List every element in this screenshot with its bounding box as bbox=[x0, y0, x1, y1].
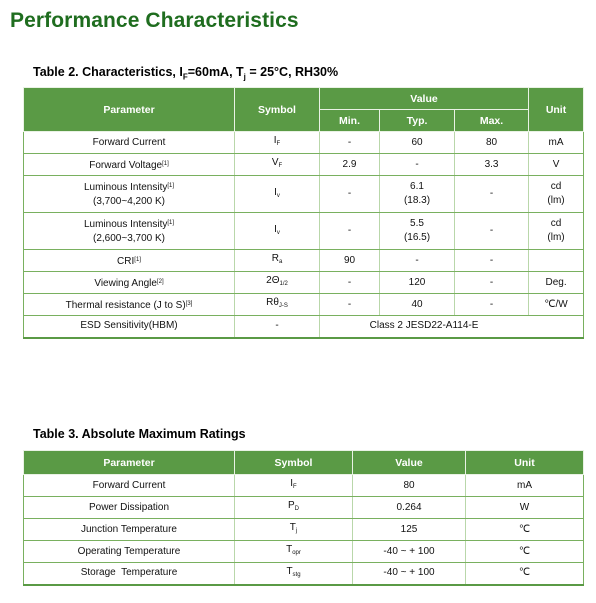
min-cell bbox=[320, 132, 380, 154]
typ-value-alt: (18.3) bbox=[403, 195, 431, 206]
unit-cell bbox=[529, 294, 584, 316]
table-row bbox=[24, 132, 584, 154]
table3-caption: Table 3. Absolute Maximum Ratings bbox=[33, 427, 246, 441]
parameter-cell bbox=[24, 497, 235, 519]
symbol-cell bbox=[235, 541, 353, 563]
header-max: Max. bbox=[455, 110, 529, 132]
characteristics-table bbox=[23, 87, 584, 339]
min-cell bbox=[320, 176, 380, 213]
typ-value: - bbox=[415, 158, 419, 170]
symbol: T bbox=[286, 565, 293, 577]
typ-cell bbox=[380, 213, 455, 250]
typ-value: 60 bbox=[411, 136, 423, 148]
caption-subscript: F bbox=[182, 72, 188, 82]
absolute-max-ratings-table bbox=[23, 450, 584, 586]
parameter-note: (2,600~3,700 K) bbox=[93, 233, 165, 244]
unit: W bbox=[519, 501, 530, 513]
table-row bbox=[24, 250, 584, 272]
parameter-cell bbox=[24, 272, 235, 294]
symbol-cell bbox=[235, 132, 320, 154]
symbol: R bbox=[271, 253, 279, 264]
symbol-cell bbox=[235, 475, 353, 497]
value-cell bbox=[353, 475, 466, 497]
table-row bbox=[24, 475, 584, 497]
footnote-ref: [1] bbox=[162, 160, 169, 167]
caption-text: Table 2. Characteristics, I bbox=[33, 65, 183, 79]
page-title: Performance Characteristics bbox=[10, 9, 299, 32]
footnote-ref: [1] bbox=[134, 256, 141, 263]
min-cell bbox=[320, 250, 380, 272]
parameter-cell bbox=[24, 316, 235, 338]
caption-text: = 25°C, RH30% bbox=[245, 65, 339, 79]
unit-cell bbox=[529, 132, 584, 154]
parameter-cell bbox=[24, 563, 235, 585]
parameter-note: (3,700~4,200 K) bbox=[93, 196, 165, 207]
unit-cell bbox=[529, 250, 584, 272]
symbol-cell bbox=[235, 213, 320, 250]
symbol-cell bbox=[235, 250, 320, 272]
header-value: Value bbox=[353, 451, 466, 475]
parameter-name: Forward Current bbox=[92, 479, 166, 491]
value-cell bbox=[353, 519, 466, 541]
symbol-subscript: F bbox=[276, 141, 281, 147]
max-value: 3.3 bbox=[484, 158, 499, 170]
table-row bbox=[24, 497, 584, 519]
parameter-cell bbox=[24, 154, 235, 176]
typ-cell bbox=[380, 154, 455, 176]
min-value: - bbox=[347, 225, 352, 236]
symbol: I bbox=[274, 186, 277, 198]
parameter-name: Forward Voltage bbox=[89, 159, 163, 171]
header-typ: Typ. bbox=[380, 110, 455, 132]
value: 0.264 bbox=[396, 501, 422, 513]
unit-cell bbox=[466, 519, 584, 541]
footnote-ref: [2] bbox=[156, 278, 164, 285]
typ-value: 5.5 bbox=[410, 218, 424, 229]
typ-value: 120 bbox=[408, 276, 426, 288]
value: -40 ~ + 100 bbox=[383, 545, 435, 557]
max-cell bbox=[455, 213, 529, 250]
max-cell bbox=[455, 272, 529, 294]
table-row bbox=[24, 316, 584, 338]
typ-value-alt: (16.5) bbox=[403, 232, 431, 243]
caption-text: =60mA, T bbox=[187, 65, 244, 79]
max-value: - bbox=[489, 225, 494, 236]
symbol-subscript: 1/2 bbox=[279, 281, 288, 287]
symbol: T bbox=[289, 522, 296, 533]
symbol-subscript: v bbox=[276, 192, 280, 199]
typ-cell bbox=[380, 294, 455, 316]
parameter-cell bbox=[24, 132, 235, 154]
table2-caption bbox=[33, 65, 338, 82]
typ-value: - bbox=[415, 254, 419, 266]
header-min: Min. bbox=[320, 110, 380, 132]
header-parameter: Parameter bbox=[24, 88, 235, 132]
symbol-cell bbox=[235, 294, 320, 316]
symbol-cell bbox=[235, 519, 353, 541]
typ-cell bbox=[380, 176, 455, 213]
unit: Deg. bbox=[545, 276, 567, 288]
header-value: Value bbox=[320, 88, 529, 110]
parameter-cell bbox=[24, 250, 235, 272]
symbol-subscript: D bbox=[294, 506, 299, 512]
typ-value: 6.1 bbox=[410, 181, 424, 192]
parameter-cell bbox=[24, 541, 235, 563]
symbol: Rθ bbox=[266, 297, 279, 308]
symbol-subscript: a bbox=[278, 259, 283, 265]
caption-subscript: j bbox=[243, 72, 246, 82]
symbol-subscript: stg bbox=[292, 571, 301, 578]
parameter-name: Forward Current bbox=[92, 136, 166, 148]
table-row bbox=[24, 176, 584, 213]
max-cell bbox=[455, 294, 529, 316]
min-cell bbox=[320, 154, 380, 176]
min-value: - bbox=[347, 136, 352, 148]
parameter-name: Thermal resistance (J to S) bbox=[65, 299, 186, 311]
unit: ℃/W bbox=[544, 298, 568, 310]
max-cell bbox=[455, 176, 529, 213]
symbol-subscript: v bbox=[276, 229, 280, 236]
value-cell bbox=[320, 316, 584, 338]
table-row bbox=[24, 213, 584, 250]
min-value: 2.9 bbox=[342, 158, 357, 170]
unit: ℃ bbox=[518, 545, 531, 557]
parameter-cell bbox=[24, 294, 235, 316]
symbol-cell bbox=[235, 176, 320, 213]
symbol-subscript: opr bbox=[292, 550, 301, 556]
min-cell bbox=[320, 294, 380, 316]
table-row bbox=[24, 519, 584, 541]
value: 80 bbox=[403, 479, 415, 491]
symbol-cell bbox=[235, 272, 320, 294]
symbol: I bbox=[274, 223, 277, 235]
unit-cell bbox=[529, 154, 584, 176]
unit-cell bbox=[466, 541, 584, 563]
unit-cell bbox=[466, 475, 584, 497]
unit: ℃ bbox=[518, 523, 531, 535]
max-value: - bbox=[489, 254, 494, 266]
symbol-cell bbox=[235, 154, 320, 176]
parameter-name: Storage Temperature bbox=[80, 567, 178, 579]
symbol-subscript: j bbox=[295, 528, 298, 534]
max-value: - bbox=[489, 298, 494, 310]
min-value: 90 bbox=[343, 254, 356, 266]
unit-cell bbox=[529, 272, 584, 294]
typ-cell bbox=[380, 250, 455, 272]
min-cell bbox=[320, 213, 380, 250]
table-row bbox=[24, 154, 584, 176]
symbol: P bbox=[287, 500, 295, 511]
unit: cd bbox=[550, 218, 562, 229]
unit-cell bbox=[466, 497, 584, 519]
footnote-ref: [1] bbox=[167, 183, 175, 189]
parameter-cell bbox=[24, 519, 235, 541]
parameter-name: CRI bbox=[117, 255, 135, 267]
unit: mA bbox=[548, 136, 564, 148]
symbol-cell bbox=[235, 563, 353, 585]
symbol-subscript: J-S bbox=[278, 303, 288, 309]
max-value: - bbox=[489, 188, 494, 199]
value-cell bbox=[353, 497, 466, 519]
header-symbol: Symbol bbox=[235, 88, 320, 132]
table-row bbox=[24, 294, 584, 316]
min-value: - bbox=[347, 276, 352, 288]
symbol: I bbox=[290, 478, 294, 489]
symbol-cell bbox=[235, 316, 320, 338]
unit: V bbox=[552, 158, 560, 170]
parameter-name: Power Dissipation bbox=[88, 501, 170, 513]
table-row bbox=[24, 563, 584, 585]
parameter-name: Viewing Angle bbox=[94, 277, 157, 289]
header-symbol: Symbol bbox=[235, 451, 353, 475]
footnote-ref: [3] bbox=[185, 300, 193, 307]
parameter-cell bbox=[24, 475, 235, 497]
symbol: T bbox=[286, 544, 293, 555]
max-cell bbox=[455, 154, 529, 176]
value-cell bbox=[353, 541, 466, 563]
symbol: 2Θ bbox=[266, 275, 280, 286]
unit-cell bbox=[466, 563, 584, 585]
symbol: I bbox=[273, 135, 277, 146]
header-unit: Unit bbox=[529, 88, 584, 132]
max-cell bbox=[455, 250, 529, 272]
header-unit: Unit bbox=[466, 451, 584, 475]
max-value: 80 bbox=[485, 136, 498, 148]
parameter-name: Luminous Intensity bbox=[83, 219, 168, 230]
unit-alt: (lm) bbox=[547, 232, 565, 243]
value: 125 bbox=[400, 523, 418, 535]
parameter-name: ESD Sensitivity(HBM) bbox=[80, 320, 178, 332]
symbol-cell bbox=[235, 497, 353, 519]
typ-value: 40 bbox=[411, 298, 423, 310]
typ-cell bbox=[380, 272, 455, 294]
unit-alt: (lm) bbox=[547, 195, 565, 206]
max-cell bbox=[455, 132, 529, 154]
symbol: V bbox=[271, 157, 279, 168]
min-value: - bbox=[347, 188, 352, 199]
typ-cell bbox=[380, 132, 455, 154]
header-parameter: Parameter bbox=[24, 451, 235, 475]
footnote-ref: [1] bbox=[167, 220, 175, 226]
table-row bbox=[24, 272, 584, 294]
parameter-name: Operating Temperature bbox=[77, 545, 181, 557]
symbol-subscript: F bbox=[278, 163, 283, 169]
table-row bbox=[24, 541, 584, 563]
min-value: - bbox=[347, 298, 352, 310]
value: -40 ~ + 100 bbox=[383, 567, 435, 579]
symbol-subscript: F bbox=[293, 484, 297, 490]
parameter-cell bbox=[24, 176, 235, 213]
parameter-name: Luminous Intensity bbox=[83, 182, 168, 193]
esd-value: Class 2 JESD22-A114-E bbox=[369, 320, 479, 332]
unit-cell bbox=[529, 213, 584, 250]
min-cell bbox=[320, 272, 380, 294]
unit: mA bbox=[517, 479, 532, 491]
unit-cell bbox=[529, 176, 584, 213]
max-value: - bbox=[489, 276, 494, 288]
unit: cd bbox=[550, 181, 562, 192]
symbol: - bbox=[275, 320, 279, 332]
value-cell bbox=[353, 563, 466, 585]
parameter-cell bbox=[24, 213, 235, 250]
unit: ℃ bbox=[518, 567, 531, 579]
parameter-name: Junction Temperature bbox=[81, 523, 177, 535]
